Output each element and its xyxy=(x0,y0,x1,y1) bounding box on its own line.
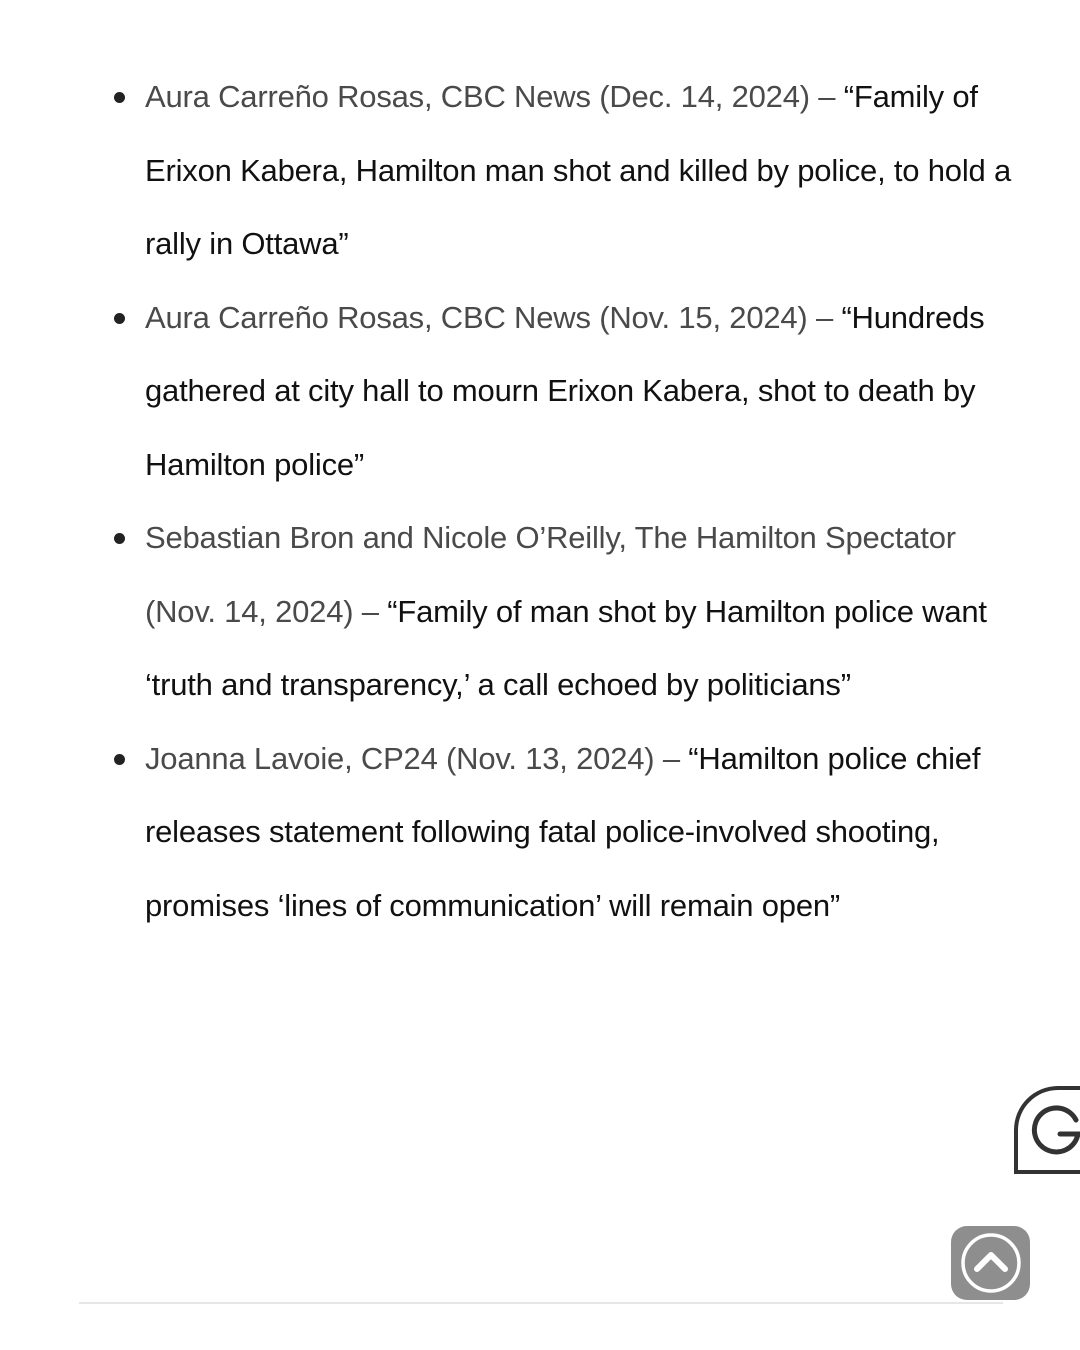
reference-item xyxy=(145,501,1015,722)
reference-headline: “Family of man shot by Hamilton police want ‘truth and transparency,’ a call echoed by politicians” xyxy=(145,593,987,702)
footer-divider xyxy=(79,1302,1003,1304)
reference-headline: “Hundreds gathered at city hall to mourn Erixon Kabera, shot to death by Hamilton police” xyxy=(145,299,985,482)
bullet-icon xyxy=(114,533,125,544)
reference-source-link[interactable]: Joanna Lavoie, CP24 (Nov. 13, 2024) – xyxy=(145,740,689,776)
bullet-icon xyxy=(114,92,125,103)
reference-headline: “Family of Erixon Kabera, Hamilton man shot and killed by police, to hold a rally in Ottawa” xyxy=(145,79,1012,261)
reference-item xyxy=(145,60,1015,281)
chevron-up-circle-icon xyxy=(959,1231,1023,1295)
bullet-icon xyxy=(114,754,125,765)
reference-item xyxy=(145,722,1015,943)
bullet-icon xyxy=(114,313,125,324)
g-logo-icon xyxy=(1026,1098,1080,1158)
scroll-to-top-button[interactable] xyxy=(951,1226,1030,1300)
reference-source-link[interactable]: Aura Carreño Rosas, CBC News (Nov. 15, 2024) – xyxy=(145,299,842,335)
reference-source-link[interactable]: Aura Carreño Rosas, CBC News (Dec. 14, 2024) – xyxy=(145,79,844,114)
reference-list xyxy=(145,60,1015,942)
g-badge-widget[interactable] xyxy=(1014,1086,1080,1174)
reference-headline: “Hamilton police chief releases statement following fatal police-involved shooting, promises ‘lines of communication’ will remain open” xyxy=(145,740,981,923)
reference-item xyxy=(145,281,1015,502)
reference-source-link[interactable]: Sebastian Bron and Nicole O’Reilly, The Hamilton Spectator (Nov. 14, 2024) – xyxy=(145,520,956,629)
